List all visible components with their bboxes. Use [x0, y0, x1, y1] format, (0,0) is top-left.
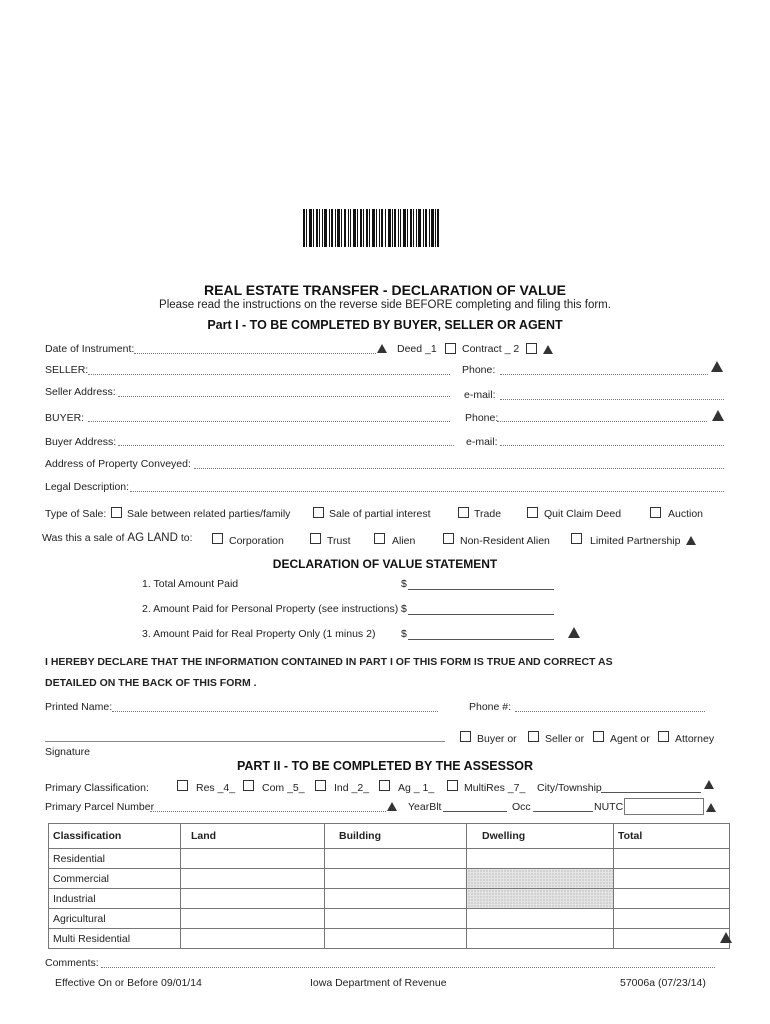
- table-row-label: Industrial: [49, 889, 181, 909]
- buyer-address-label: Buyer Address:: [45, 436, 117, 448]
- class-label: Com _5_: [262, 782, 305, 794]
- table-cell[interactable]: [181, 929, 325, 949]
- yearblt-field[interactable]: [443, 811, 507, 812]
- sale-trade-checkbox[interactable]: [458, 507, 469, 518]
- table-cell[interactable]: [467, 849, 614, 869]
- table-cell[interactable]: [181, 869, 325, 889]
- deed-checkbox[interactable]: [445, 343, 456, 354]
- ag-option-label: Trust: [327, 535, 351, 547]
- ag-option-label: Limited Partnership: [590, 535, 681, 547]
- signer-seller-checkbox[interactable]: [528, 731, 539, 742]
- property-address-field[interactable]: [194, 468, 724, 469]
- table-cell[interactable]: [614, 909, 730, 929]
- parcel-number-label: Primary Parcel Number: [45, 801, 155, 813]
- signature-label: Signature: [45, 746, 90, 758]
- parcel-number-field[interactable]: [150, 811, 386, 812]
- table-cell[interactable]: [614, 929, 730, 949]
- sale-type-label: Quit Claim Deed: [544, 508, 622, 520]
- dollar-sign: $: [401, 628, 407, 640]
- nutc-field[interactable]: [624, 798, 704, 815]
- property-address-label: Address of Property Conveyed:: [45, 458, 191, 470]
- field-marker-icon: [686, 536, 696, 545]
- contract-checkbox[interactable]: [526, 343, 537, 354]
- value-statement-title: DECLARATION OF VALUE STATEMENT: [272, 557, 498, 571]
- table-cell[interactable]: [181, 849, 325, 869]
- table-row: [49, 849, 730, 869]
- sale-type-label: Sale between related parties/family: [127, 508, 291, 520]
- dollar-sign: $: [401, 603, 407, 615]
- field-marker-icon: [720, 932, 732, 943]
- seller-field[interactable]: [88, 374, 450, 375]
- field-marker-icon: [712, 410, 724, 421]
- sale-quitclaim-checkbox[interactable]: [527, 507, 538, 518]
- date-of-instrument-label: Date of Instrument:: [45, 343, 135, 355]
- ag-land-question-end: to:: [180, 532, 193, 544]
- part2-title: PART II - TO BE COMPLETED BY THE ASSESSOR: [236, 759, 534, 773]
- signer-option-label: Agent or: [610, 733, 650, 745]
- ag-trust-checkbox[interactable]: [310, 533, 321, 544]
- table-cell[interactable]: [181, 909, 325, 929]
- table-cell[interactable]: [614, 869, 730, 889]
- ag-nonresident-checkbox[interactable]: [443, 533, 454, 544]
- occ-label: Occ: [512, 801, 531, 813]
- declaration-line2: DETAILED ON THE BACK OF THIS FORM .: [45, 677, 257, 689]
- field-marker-icon: [704, 780, 714, 789]
- buyer-phone-field[interactable]: [497, 421, 707, 422]
- signer-phone-label: Phone #:: [469, 701, 512, 713]
- table-cell[interactable]: [325, 849, 467, 869]
- personal-property-label: 2. Amount Paid for Personal Property (see instructions): [142, 603, 399, 615]
- table-cell[interactable]: [325, 909, 467, 929]
- dollar-sign: $: [401, 578, 407, 590]
- signer-attorney-checkbox[interactable]: [658, 731, 669, 742]
- table-row-label: Residential: [49, 849, 181, 869]
- table-cell-shaded: [467, 889, 614, 909]
- personal-property-field[interactable]: [408, 614, 554, 615]
- table-row: [49, 869, 730, 889]
- table-header-cell: Total: [614, 824, 730, 849]
- department-name: Iowa Department of Revenue: [310, 977, 447, 989]
- part1-title: Part I - TO BE COMPLETED BY BUYER, SELLER OR AGENT: [207, 318, 563, 332]
- table-cell[interactable]: [614, 889, 730, 909]
- assessor-value-table: [48, 823, 730, 949]
- table-header-cell: Building: [325, 824, 467, 849]
- seller-email-label: e-mail:: [464, 389, 496, 401]
- signer-agent-checkbox[interactable]: [593, 731, 604, 742]
- table-cell[interactable]: [614, 849, 730, 869]
- real-property-label: 3. Amount Paid for Real Property Only (1 minus 2): [142, 628, 376, 640]
- printed-name-field[interactable]: [112, 711, 438, 712]
- declaration-line1: I HEREBY DECLARE THAT THE INFORMATION CONTAINED IN PART I OF THIS FORM IS TRUE AND CORRECT AS: [45, 656, 613, 668]
- table-cell[interactable]: [325, 889, 467, 909]
- class-label: MultiRes _7_: [464, 782, 526, 794]
- form-subtitle: Please read the instructions on the reverse side BEFORE completing and filing this form.: [159, 299, 611, 311]
- ag-corporation-checkbox[interactable]: [212, 533, 223, 544]
- signer-buyer-checkbox[interactable]: [460, 731, 471, 742]
- ag-option-label: Corporation: [229, 535, 284, 547]
- seller-phone-field[interactable]: [500, 374, 708, 375]
- signer-option-label: Attorney: [675, 733, 715, 745]
- class-label: Ind _2_: [334, 782, 370, 794]
- table-header-cell: Land: [181, 824, 325, 849]
- class-multires-checkbox[interactable]: [447, 780, 458, 791]
- date-of-instrument-field[interactable]: [134, 353, 376, 354]
- class-ag-checkbox[interactable]: [379, 780, 390, 791]
- signature-field[interactable]: [45, 741, 445, 742]
- ag-alien-checkbox[interactable]: [374, 533, 385, 544]
- signer-phone-field[interactable]: [515, 711, 705, 712]
- class-label: Res _4_: [196, 782, 236, 794]
- sale-type-label: Trade: [474, 508, 502, 520]
- printed-name-label: Printed Name:: [45, 701, 113, 713]
- primary-classification-label: Primary Classification:: [45, 782, 149, 794]
- yearblt-label: YearBlt: [408, 801, 442, 813]
- table-cell[interactable]: [467, 929, 614, 949]
- table-header-cell: Classification: [49, 824, 181, 849]
- table-cell[interactable]: [325, 869, 467, 889]
- field-marker-icon: [711, 361, 723, 372]
- table-header-row: [49, 824, 730, 849]
- comments-label: Comments:: [45, 957, 99, 969]
- form-number: 57006a (07/23/14): [620, 977, 706, 989]
- class-ind-checkbox[interactable]: [315, 780, 326, 791]
- signer-option-label: Buyer or: [477, 733, 517, 745]
- type-of-sale-label: Type of Sale:: [45, 508, 107, 520]
- buyer-address-field[interactable]: [118, 445, 454, 446]
- ag-land-question-text: Was this a sale of: [42, 532, 125, 544]
- effective-date: Effective On or Before 09/01/14: [55, 977, 202, 989]
- class-label: Ag _ 1_: [398, 782, 435, 794]
- total-amount-field[interactable]: [408, 589, 554, 590]
- signer-option-label: Seller or: [545, 733, 585, 745]
- ag-option-label: Non-Resident Alien: [460, 535, 550, 547]
- table-row: [49, 889, 730, 909]
- occ-field[interactable]: [533, 811, 593, 812]
- ag-limited-partnership-checkbox[interactable]: [571, 533, 582, 544]
- sale-partial-checkbox[interactable]: [313, 507, 324, 518]
- legal-description-field[interactable]: [130, 491, 724, 492]
- seller-address-field[interactable]: [118, 396, 450, 397]
- seller-label: SELLER:: [45, 364, 89, 376]
- buyer-field[interactable]: [88, 421, 450, 422]
- buyer-phone-label: Phone:: [465, 412, 499, 424]
- ag-land-emphasis: AG LAND: [127, 532, 178, 544]
- ag-option-label: Alien: [392, 535, 416, 547]
- class-com-checkbox[interactable]: [243, 780, 254, 791]
- buyer-email-field[interactable]: [500, 445, 724, 446]
- table-cell[interactable]: [467, 909, 614, 929]
- buyer-label: BUYER:: [45, 412, 85, 424]
- sale-type-label: Sale of partial interest: [329, 508, 431, 520]
- field-marker-icon: [543, 345, 553, 354]
- legal-description-label: Legal Description:: [45, 481, 130, 493]
- class-res-checkbox[interactable]: [177, 780, 188, 791]
- table-row-label: Agricultural: [49, 909, 181, 929]
- table-row: [49, 929, 730, 949]
- comments-field[interactable]: [101, 967, 715, 968]
- sale-auction-checkbox[interactable]: [650, 507, 661, 518]
- real-property-field[interactable]: [408, 639, 554, 640]
- total-amount-label: 1. Total Amount Paid: [142, 578, 239, 590]
- sale-type-label: Auction: [668, 508, 704, 520]
- field-marker-icon: [568, 627, 580, 638]
- field-marker-icon: [387, 802, 397, 811]
- barcode: [303, 209, 439, 247]
- table-row-label: Commercial: [49, 869, 181, 889]
- seller-address-label: Seller Address:: [45, 386, 116, 398]
- contract-label: Contract _ 2: [462, 343, 520, 355]
- table-header-cell: Dwelling: [467, 824, 614, 849]
- deed-label: Deed _1: [397, 343, 437, 355]
- seller-email-field[interactable]: [500, 399, 724, 400]
- table-cell-shaded: [467, 869, 614, 889]
- nutc-label: NUTC: [594, 801, 624, 813]
- field-marker-icon: [377, 344, 387, 353]
- ag-land-question: [42, 532, 193, 544]
- table-cell[interactable]: [181, 889, 325, 909]
- city-township-label: City/Township: [537, 782, 602, 794]
- table-row: [49, 909, 730, 929]
- buyer-email-label: e-mail:: [466, 436, 498, 448]
- sale-related-checkbox[interactable]: [111, 507, 122, 518]
- field-marker-icon: [706, 803, 716, 812]
- city-township-field[interactable]: [601, 792, 701, 793]
- table-cell[interactable]: [325, 929, 467, 949]
- form-title: REAL ESTATE TRANSFER - DECLARATION OF VALUE: [204, 282, 566, 298]
- seller-phone-label: Phone:: [462, 364, 496, 376]
- table-row-label: Multi Residential: [49, 929, 181, 949]
